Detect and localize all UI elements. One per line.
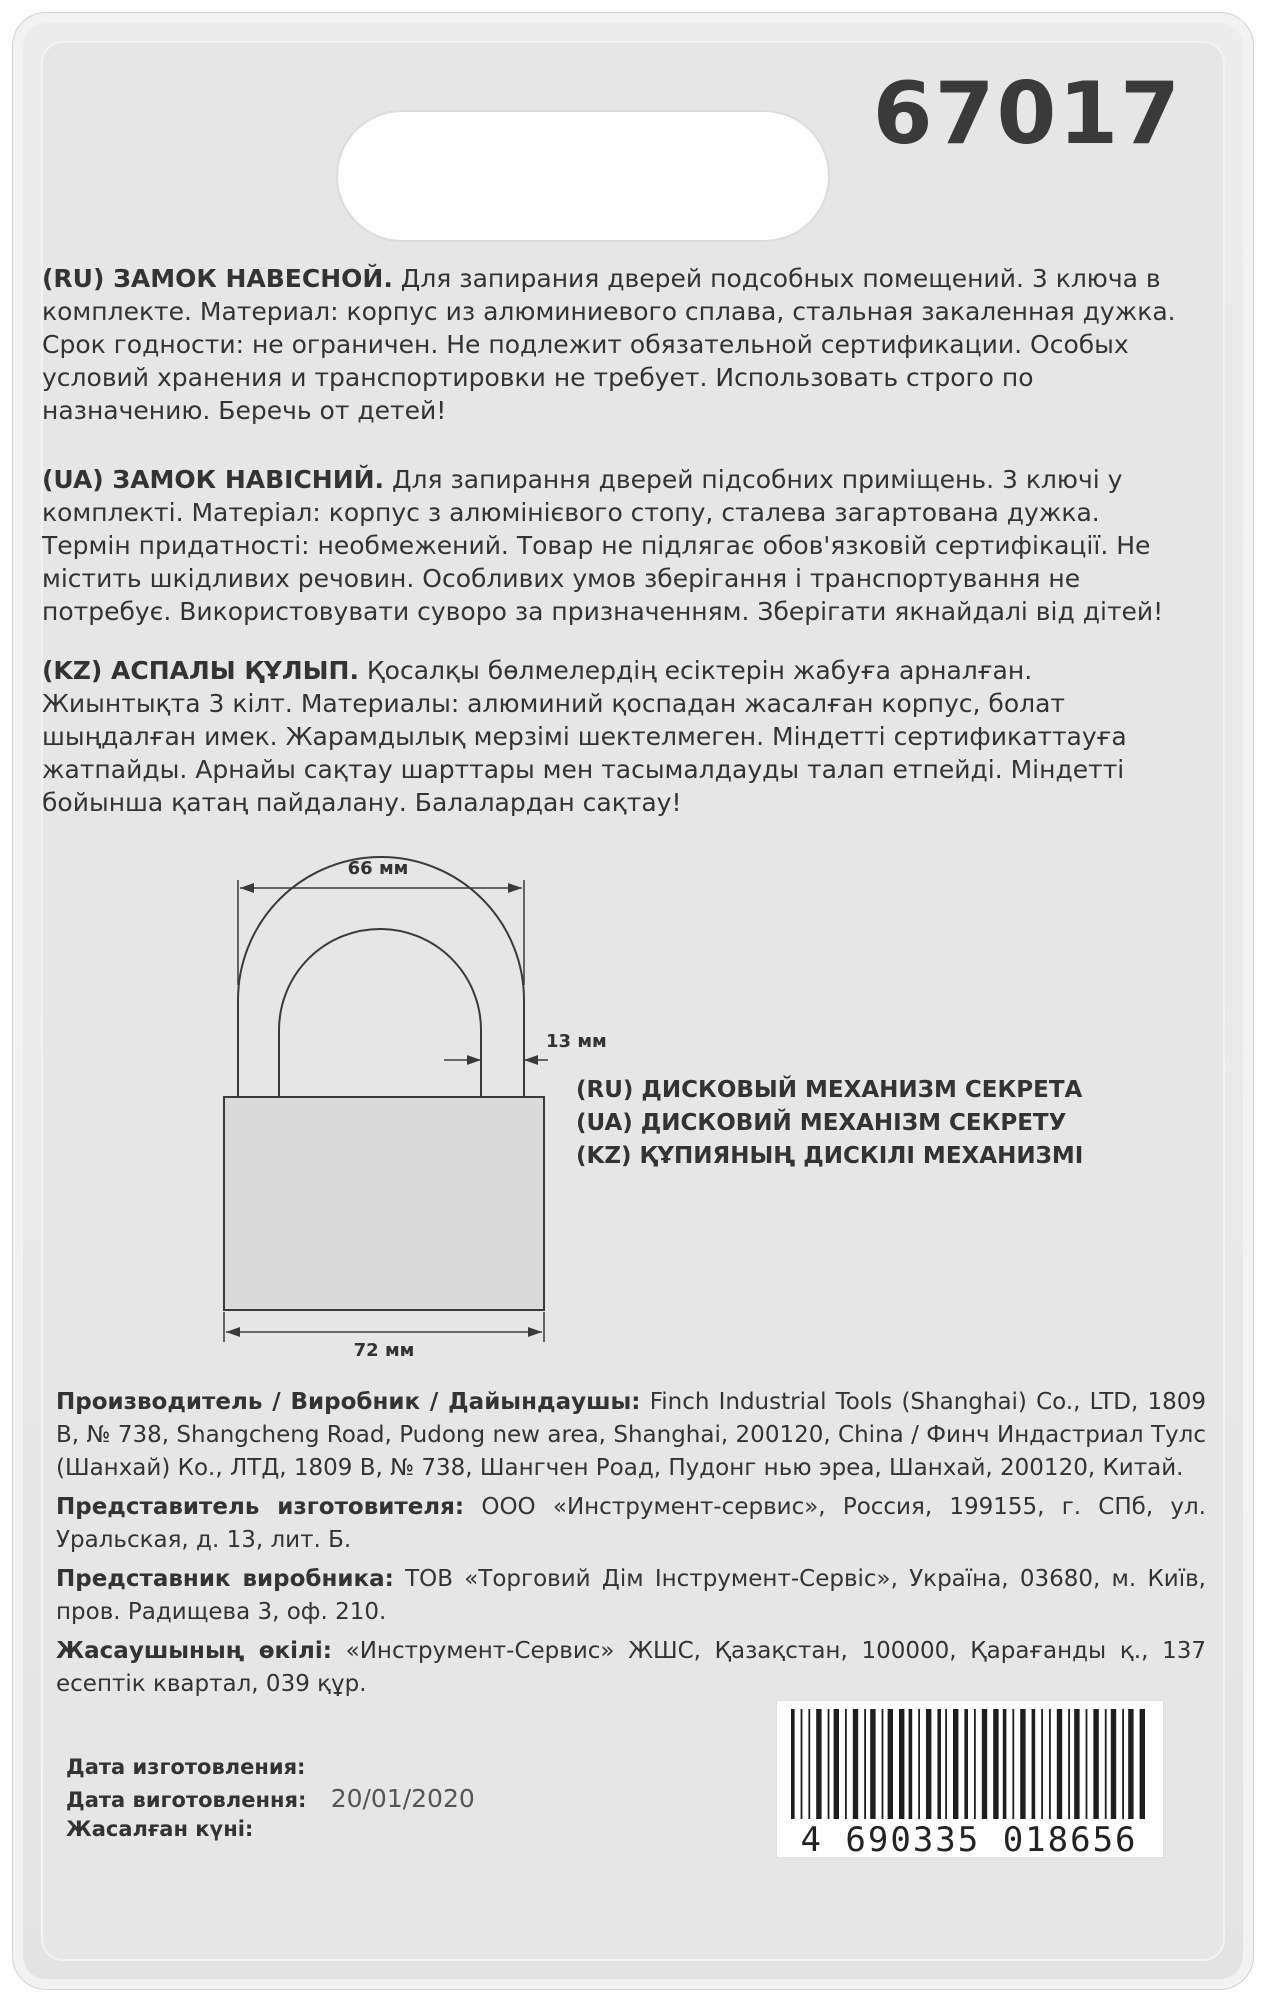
description-kz [42,654,1182,819]
barcode-bar [888,1709,893,1819]
representative-ua-block [56,1563,1206,1629]
representative-kz-label: Жасаушының өкілі: [56,1638,332,1664]
barcode-bar [918,1709,920,1819]
barcode-bar [808,1709,810,1819]
barcode-bar [982,1709,987,1819]
date-ru-row [66,1752,475,1783]
barcode-bar [1049,1709,1051,1819]
barcode-bar [1074,1709,1079,1819]
barcode-bar [1093,1709,1098,1819]
mechanism-labels [576,1074,1083,1173]
dim-shackle-thickness: 13 мм [546,1031,607,1052]
barcode-bar [909,1709,913,1819]
barcode-bar [993,1709,998,1819]
barcode-bar [926,1709,931,1819]
barcode-bar [1105,1709,1107,1819]
description-ua-text: Для запирання дверей підсобних приміщень. 3 ключі у комплекті. Матеріал: корпус з алюмінієвого стопу, сталева загартована дужка. Термін придатності: необмежений. Товар не підлягає обов'язковій сертифікації. Не містить шкідливих речовин. Особливих умов зберігання і транспортування не потребує. Використовувати суворо за призначенням. Зберігати якнайдалі від дітей! [42,465,1164,626]
manufacturer-text: Finch Industrial Tools (Shanghai) Co., LTD, 1809 B, № 738, Shangcheng Road, Pudong new area, Shanghai, 200120, China / Финч Индастриал Тулс (Шанхай) Ко., ЛТД, 1809 B, № 738, Шангчен Роад, Пудонг нью эреа, Шанхай, 200120, Китай. [56,1389,1206,1481]
description-kz-title: (KZ) АСПАЛЫ ҚҰЛЫП. [42,656,359,685]
barcode-bar [974,1709,976,1819]
mechanism-ua: (UA) ДИСКОВИЙ МЕХАНІЗМ СЕКРЕТУ [576,1110,1067,1136]
representative-kz-text: «Инструмент-Сервис» ЖШС, Қазақстан, 100000, Қарағанды қ., 137 есептік квартал, 039 құр. [56,1638,1207,1697]
mechanism-kz: (KZ) ҚҰПИЯНЫҢ ДИСКІЛІ МЕХАНИЗМІ [576,1143,1084,1169]
barcode-bar [1140,1709,1145,1819]
manufacturer-info [56,1386,1206,1707]
barcode-bar [1041,1709,1043,1819]
date-kz-row [66,1814,475,1845]
barcode-bar [937,1709,941,1819]
barcode-bar [882,1709,884,1819]
description-ru-title: (RU) ЗАМОК НАВЕСНОЙ. [42,264,393,293]
barcode-bar [1032,1709,1036,1819]
barcode-bar [1122,1709,1124,1819]
date-value: 20/01/2020 [330,1784,475,1813]
barcode-number: 4 690335 018656 [800,1820,1138,1860]
dim-width-top: 66 мм [347,858,409,879]
hang-hole [338,112,828,240]
barcode-bar [899,1709,904,1819]
barcode-bar [1003,1709,1007,1819]
date-kz-label: Жасалған күні: [66,1817,254,1841]
barcode-bar [953,1709,958,1819]
barcode-bar [964,1709,968,1819]
barcode-bar [801,1709,803,1819]
barcode-bar [1012,1709,1014,1819]
barcode-bar [816,1709,821,1819]
manufacturer-block [56,1386,1206,1485]
barcode-bar [1086,1709,1088,1819]
barcode-bar [834,1709,839,1819]
production-dates [66,1752,475,1845]
mechanism-ru: (RU) ДИСКОВЫЙ МЕХАНИЗМ СЕКРЕТА [576,1077,1083,1103]
description-ua [42,463,1182,628]
description-ru-text: Для запирания дверей подсобных помещений. 3 ключа в комплекте. Материал: корпус из алюминиевого сплава, стальная закаленная дужка. Срок годности: не ограничен. Не подлежит обязательной сертификации. Особых условий хранения и транспортировки не требует. Использовать строго по назначению. Беречь от детей! [42,264,1176,425]
representative-ua-text: ТОВ «Торговий Дім Інструмент-Сервіс», Україна, 03680, м. Київ, пров. Радищева 3, оф. 210. [56,1566,1206,1625]
representative-ua-label: Представник виробника: [56,1566,394,1592]
barcode-bar [870,1709,875,1819]
representative-kz-block [56,1635,1206,1701]
barcode-bars [777,1701,1163,1819]
description-kz-text: Қосалқы бөлмелердің есіктерін жабуға арналған. Жиынтықта 3 кілт. Материалы: алюминий қоспадан жасалған корпус, болат шыңдалған имек. Жарамдылық мерзімі шектелмеген. Міндетті сертификаттауға жатпайды. Арнайы сақтау шарттары мен тасымалдауды талап етпейді. Міндетті бойынша қатаң пайдалану. Балалардан сақтау! [42,656,1127,817]
dim-width-bottom: 72 мм [353,1340,415,1361]
barcode-bar [845,1709,847,1819]
barcode-bar [853,1709,858,1819]
barcode-bar [1068,1709,1070,1819]
date-ru-label: Дата изготовления: [66,1755,306,1779]
barcode-bar [1057,1709,1062,1819]
date-ua-row [66,1783,475,1814]
article-number: 67017 [872,64,1182,164]
barcode-bar [1020,1709,1025,1819]
description-ru [42,262,1182,427]
representative-ru-block [56,1491,1206,1557]
barcode-bar [1128,1709,1133,1819]
barcode-bar [791,1709,795,1819]
barcode-bar [945,1709,947,1819]
date-ua-label: Дата виготовлення: [66,1788,307,1812]
representative-ru-label: Представитель изготовителя: [56,1494,465,1520]
barcode-bar [1111,1709,1116,1819]
barcode-bar [864,1709,866,1819]
manufacturer-label: Производитель / Виробник / Дайындаушы: [56,1389,641,1415]
representative-ru-text: ООО «Инструмент-сервис», Россия, 199155, г. СПб, ул. Уральская, д. 13, лит. Б. [56,1494,1206,1553]
description-ua-title: (UA) ЗАМОК НАВІСНИЙ. [42,465,385,494]
barcode-bar [828,1709,830,1819]
